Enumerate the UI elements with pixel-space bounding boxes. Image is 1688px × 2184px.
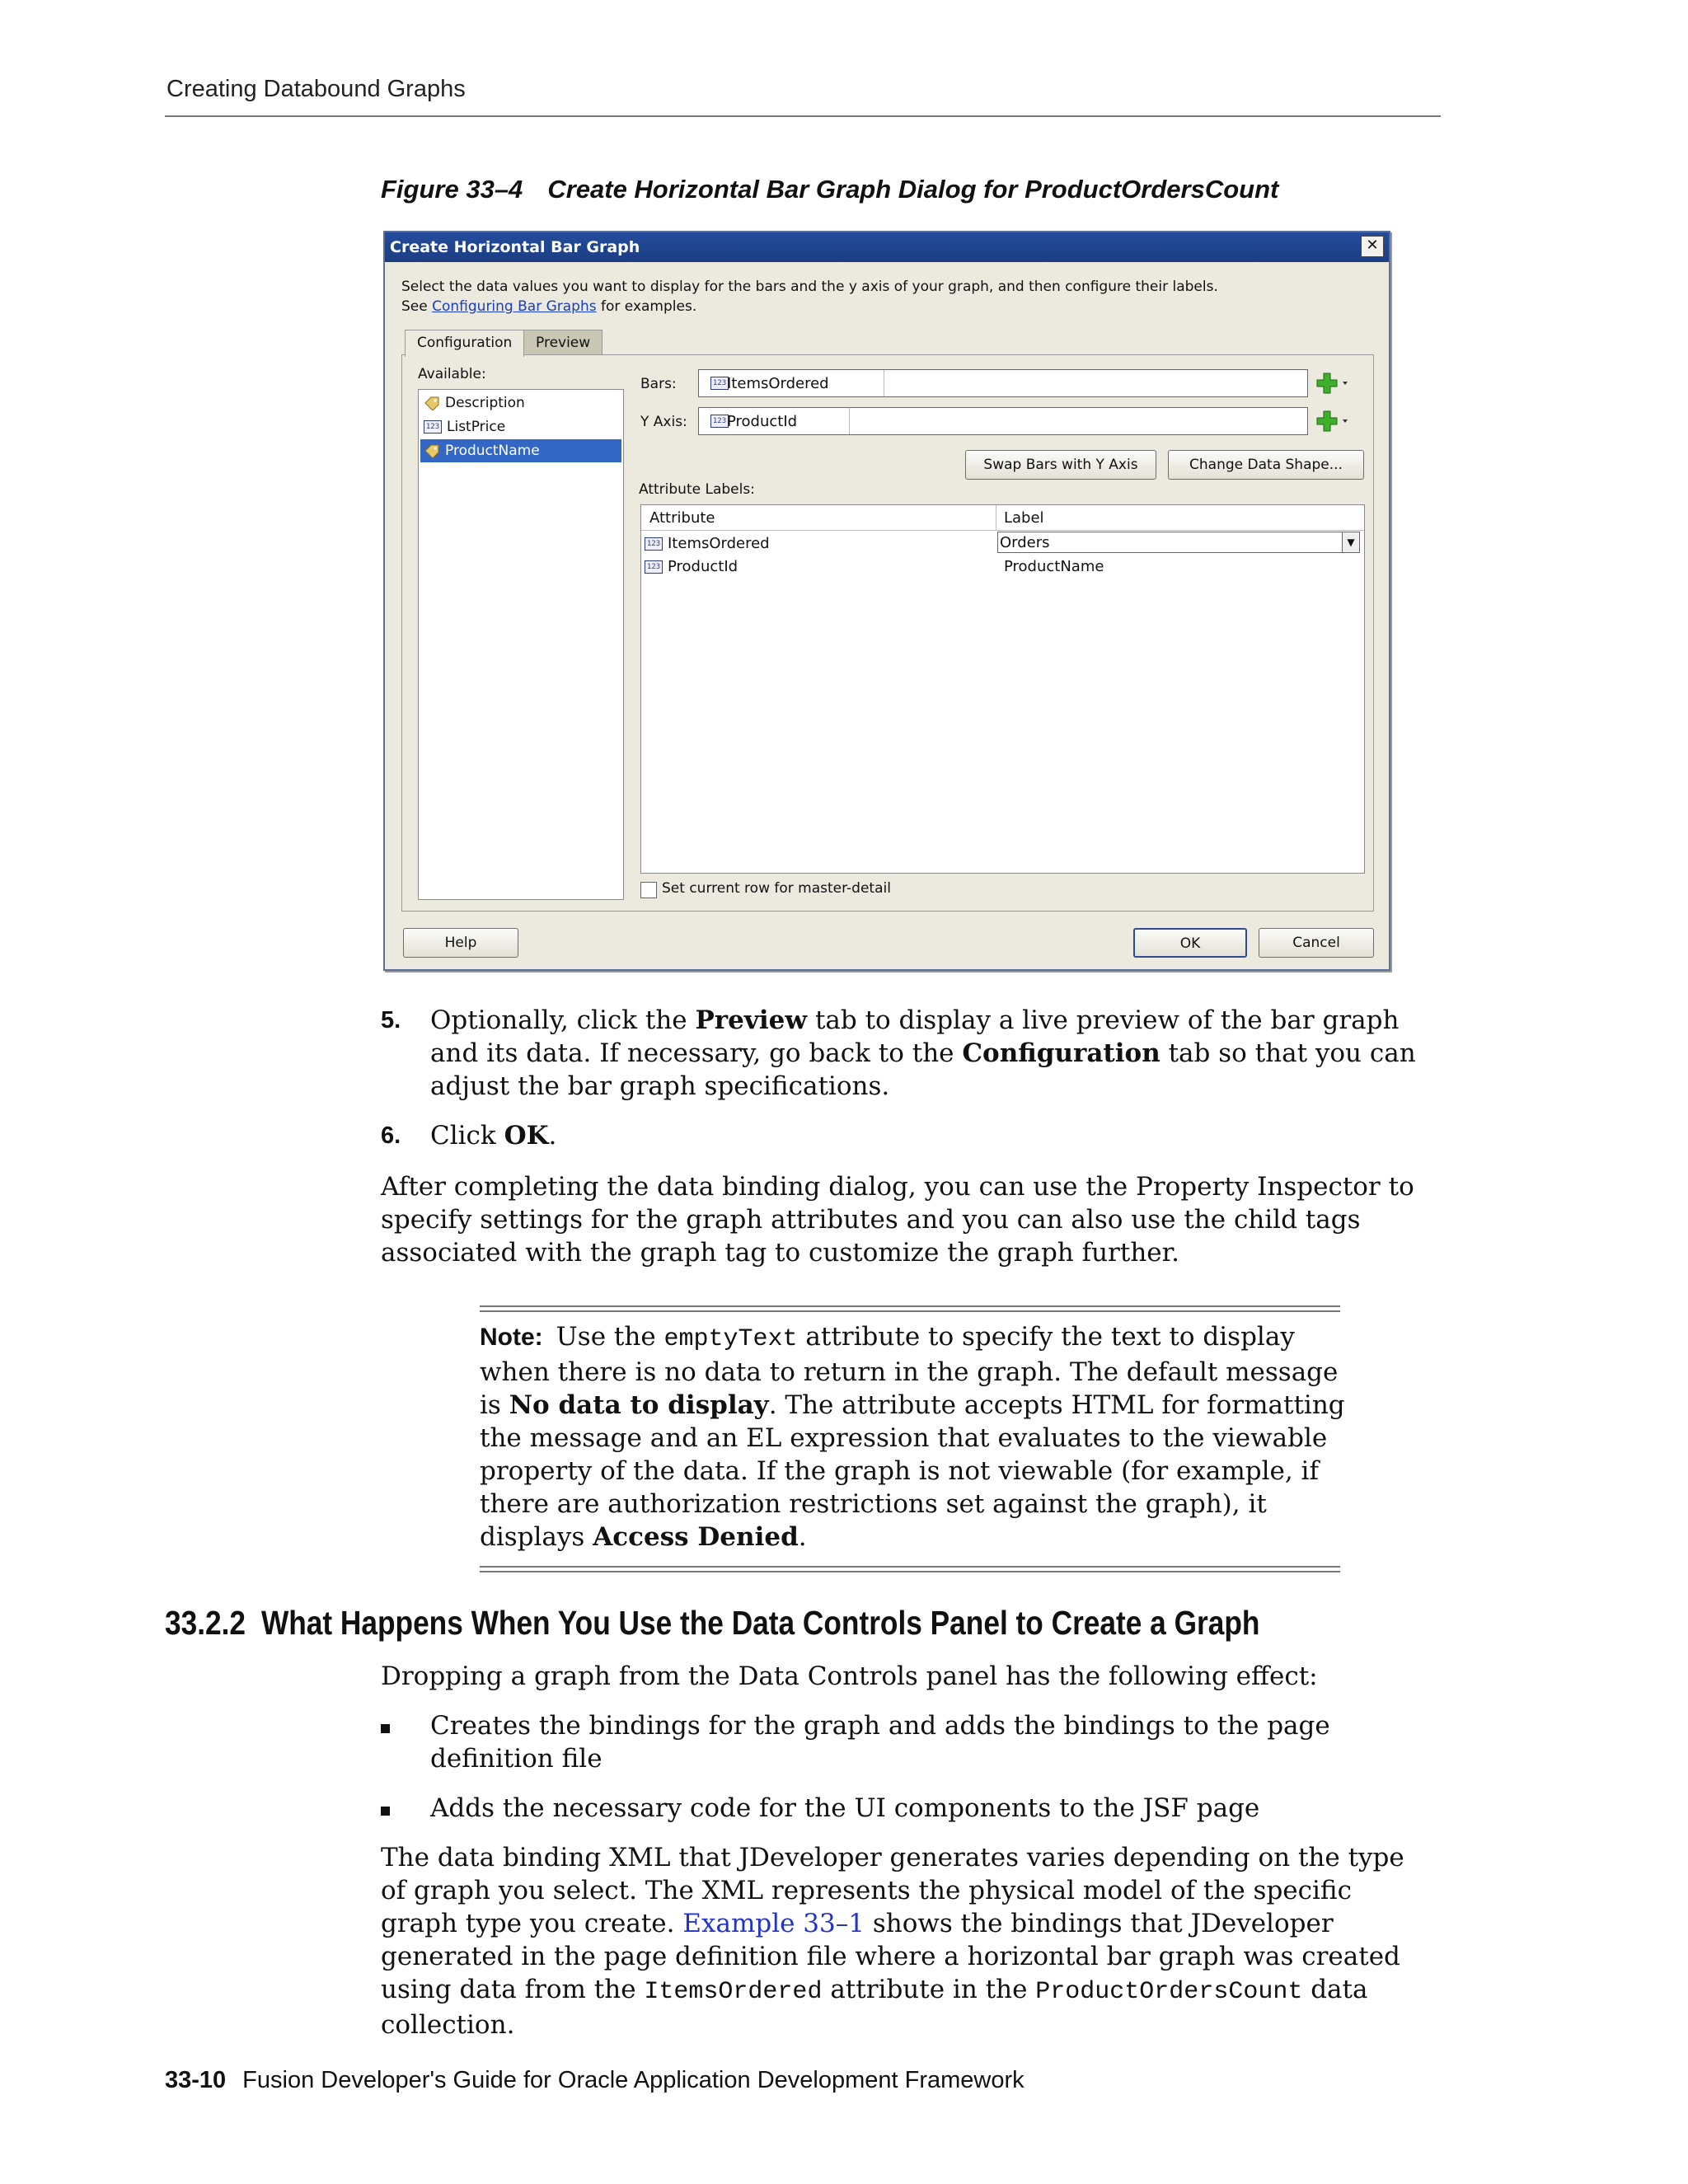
paragraph-after-dialog: After completing the data binding dialog, you can use the Property Inspector to specify settings for the graph attributes and you can also use the child tags associated with the graph tag to customize the graph further. — [381, 1172, 1414, 1268]
tab-configuration[interactable]: Configuration — [405, 330, 524, 357]
attribute-cell: ItemsOrdered — [668, 535, 770, 552]
tag-icon — [424, 396, 440, 410]
code-itemsordered: ItemsOrdered — [644, 1978, 823, 2006]
attribute-labels-table — [640, 504, 1365, 874]
master-detail-checkbox[interactable] — [640, 882, 657, 898]
list-item-listprice[interactable]: 123 ListPrice — [420, 415, 621, 438]
swap-bars-button[interactable]: Swap Bars with Y Axis — [965, 450, 1156, 480]
list-item-description[interactable]: Description — [420, 391, 621, 415]
figure-number: Figure 33–4 — [381, 175, 523, 204]
bullet-item: Adds the necessary code for the UI components to the JSF page — [430, 1793, 1260, 1823]
dialog-titlebar — [385, 232, 1389, 262]
note-rule-bottom — [480, 1566, 1340, 1568]
yaxis-value: ProductId — [727, 413, 798, 430]
note-rule-top — [480, 1305, 1340, 1307]
step-number: 5. — [381, 1007, 401, 1033]
dialog-instructions — [401, 277, 1218, 316]
section-heading — [165, 1604, 1259, 1643]
book-title: Fusion Developer's Guide for Oracle Application Development Framework — [242, 2067, 1025, 2093]
numeric-123-icon: 123 — [645, 560, 663, 574]
ok-button[interactable]: OK — [1133, 928, 1247, 958]
change-data-shape-button[interactable]: Change Data Shape... — [1168, 450, 1364, 480]
add-yaxis-icon[interactable] — [1316, 409, 1351, 434]
example-33-1-link[interactable]: Example 33–1 — [682, 1909, 865, 1938]
instruction-line: Select the data values you want to display for the bars and the y axis of your graph, and then configure their labels. — [401, 279, 1218, 295]
note-box: Note: Use the emptyText attribute to specify the text to display when there is no data to return in the graph. The default message is No data to display. The attribute accepts HTML for formatting the message and an EL expression that evaluates to the viewable property of the data. If the graph is not viewable (for example, if there are authorization restrictions set against the graph), it displays Access Denied. — [480, 1322, 1345, 1552]
label-combo[interactable] — [997, 532, 1360, 553]
attribute-cell: ProductId — [668, 558, 738, 575]
code-productorderscount: ProductOrdersCount — [1035, 1978, 1303, 2006]
section-number: 33.2.2 — [165, 1604, 246, 1642]
yaxis-label: Y Axis: — [640, 414, 687, 430]
instruction-see-line: See Configuring Bar Graphs for examples. — [401, 298, 697, 315]
attribute-labels-label: Attribute Labels: — [639, 481, 755, 498]
bars-label: Bars: — [640, 376, 677, 392]
close-icon[interactable]: ✕ — [1361, 236, 1384, 257]
numeric-123-icon: 123 — [710, 415, 729, 428]
step-6-text: Click OK. — [430, 1121, 557, 1151]
bullet-item: Creates the bindings for the graph and adds the bindings to the page definition file — [430, 1711, 1330, 1774]
table-row[interactable] — [641, 555, 1364, 578]
table-header — [641, 505, 1364, 531]
section-title: What Happens When You Use the Data Controls Panel to Create a Graph — [260, 1604, 1260, 1642]
figure-caption — [381, 175, 1278, 204]
bullet-icon — [381, 1724, 390, 1733]
figure-title: Create Horizontal Bar Graph Dialog for ProductOrdersCount — [547, 175, 1279, 204]
numeric-123-icon: 123 — [710, 377, 729, 390]
column-header-attribute: Attribute — [649, 509, 715, 527]
numeric-123-icon: 123 — [645, 537, 663, 551]
tag-icon — [424, 443, 440, 458]
code-emptytext: emptyText — [663, 1325, 798, 1353]
step-5-text: Optionally, click the Preview tab to display a live preview of the bar graph and its data. If necessary, go back to the Configuration tab so that you can adjust the bar graph specifications. — [430, 1005, 1416, 1101]
yaxis-field[interactable] — [698, 407, 1308, 435]
add-bars-icon[interactable] — [1316, 371, 1351, 396]
tab-preview[interactable]: Preview — [523, 330, 603, 355]
bullet-icon — [381, 1807, 390, 1816]
available-list[interactable] — [418, 389, 624, 900]
header-rule — [165, 115, 1441, 117]
page-footer — [165, 2067, 1025, 2094]
cancel-button[interactable]: Cancel — [1259, 928, 1374, 958]
label-cell: ProductName — [1004, 558, 1104, 575]
create-bar-graph-dialog — [383, 231, 1390, 971]
configuring-bar-graphs-link[interactable]: Configuring Bar Graphs — [432, 298, 597, 315]
label-cell: Orders — [1000, 534, 1050, 551]
page-number: 33-10 — [165, 2067, 227, 2093]
column-header-label: Label — [1004, 509, 1044, 527]
available-label: Available: — [418, 366, 486, 382]
help-button[interactable]: Help — [403, 928, 518, 958]
numeric-123-icon: 123 — [424, 420, 442, 434]
list-item-productname[interactable]: ProductName — [420, 439, 621, 462]
final-paragraph: The data binding XML that JDeveloper generates varies depending on the type of graph you select. The XML represents the physical model of the specific graph type you create. Example 33–1 shows the bindings that JDeveloper generated in the page definition file where a horizontal bar graph was created using data from the ItemsOrdered attribute in the ProductOrdersCount data collection. — [381, 1843, 1404, 2040]
note-heading: Note: — [480, 1324, 543, 1351]
bars-field[interactable] — [698, 369, 1308, 397]
chevron-down-icon[interactable]: ▼ — [1342, 532, 1359, 552]
table-row[interactable] — [641, 532, 1364, 555]
section-intro: Dropping a graph from the Data Controls panel has the following effect: — [381, 1661, 1318, 1691]
bars-value: ItemsOrdered — [727, 375, 829, 392]
step-number: 6. — [381, 1122, 401, 1149]
running-head: Creating Databound Graphs — [166, 76, 466, 102]
checkbox-label: Set current row for master-detail — [662, 880, 891, 897]
dialog-title: Create Horizontal Bar Graph — [390, 238, 640, 256]
